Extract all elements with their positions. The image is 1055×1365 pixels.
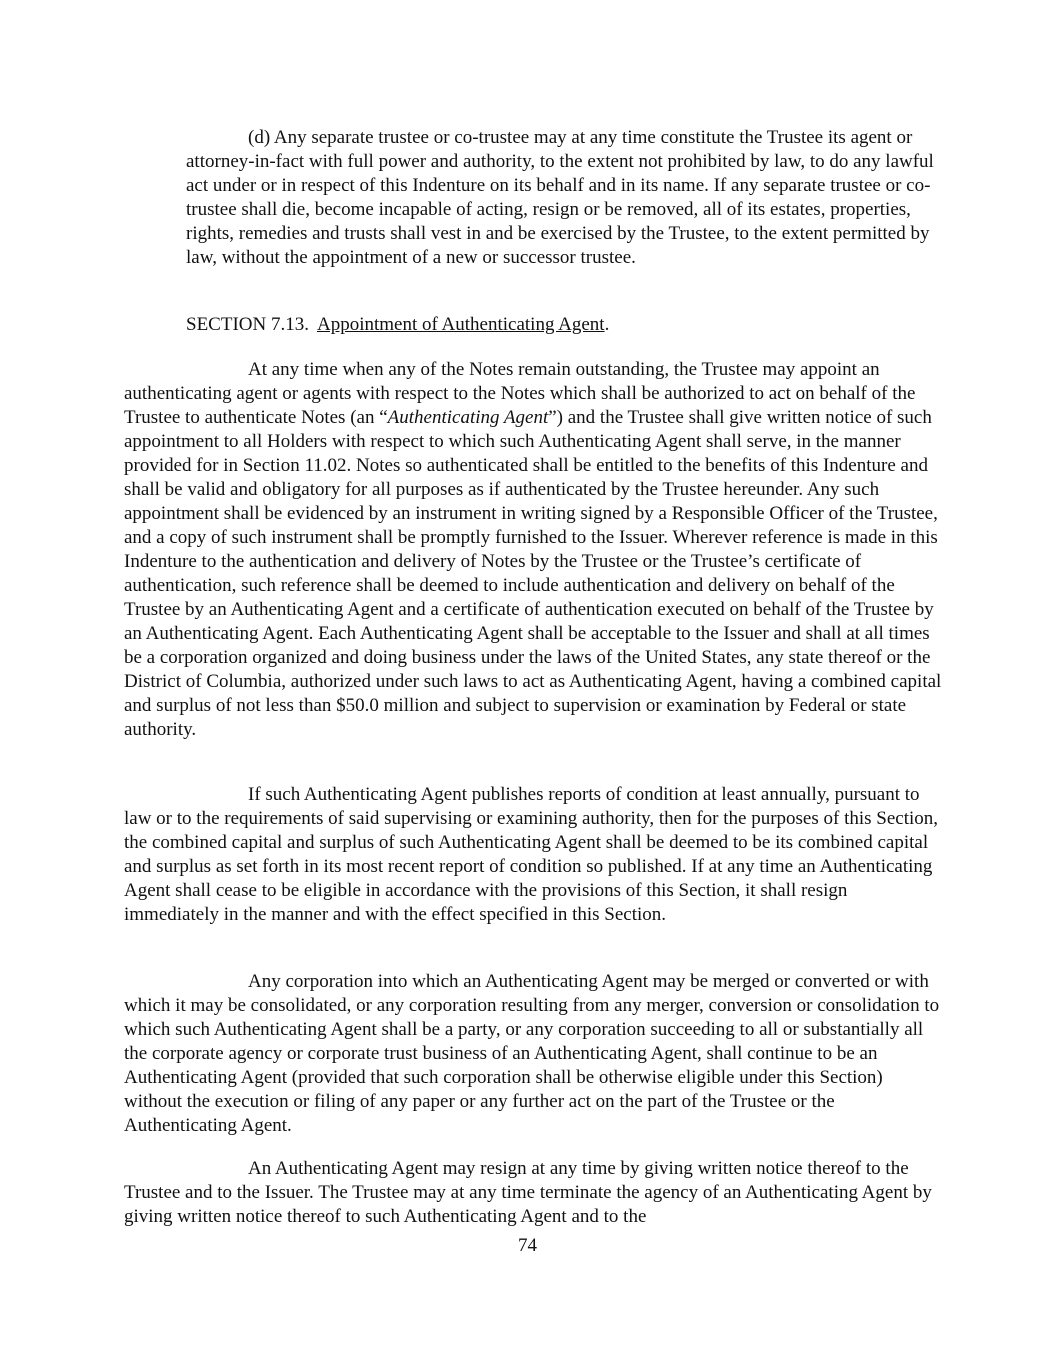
paragraph-d: (d) Any separate trustee or co-trustee may at any time constitute the Trustee its agent or attorney-in-fact with full power and authority, to the extent not prohibited by law, to do any lawful act under or in respect of this Indenture on its behalf and in its name. If any separate trustee or co-trustee shall die, become incapable of acting, resign or be removed, all of its estates, properties, rights, remedies and trusts shall vest in and be exercised by the Trustee, to the extent permitted by law, without the appointment of a new or successor trustee. [186, 127, 934, 268]
paragraph-merger: Any corporation into which an Authenticating Agent may be merged or converted or with which it may be consolidated, or any corporation resulting from any merger, conversion or consolidation to which such Authenticating Agent shall be a party, or any corporation succeeding to all or substantially all the corporate agency or corporate trust business of an Authenticating Agent, shall continue to be an Authenticating Agent (provided that such corporation shall be otherwise eligible under this Section) without the execution or filing of any paper or any further act on the part of the Trustee or the Authenticating Agent. [124, 971, 940, 1136]
defined-term: Authenticating Agent [387, 407, 549, 428]
paragraph-appointment-start: At any time when any of the Notes remain outstanding, the Trustee may appoint an authenticating agent or agents with respect to the Notes which shall be authorized to act on behalf of the Trustee to authenticate Notes (an “ [124, 359, 916, 428]
section-title-period: . [604, 314, 610, 335]
paragraph-resignation: An Authenticating Agent may resign at any time by giving written notice thereof to the Trustee and to the Issuer. The Trustee may at any time terminate the agency of an Authenticating Agent by giving written notice thereof to such Authenticating Agent and to the [124, 1158, 932, 1227]
page-number: 74 [518, 1235, 537, 1256]
section-heading [186, 313, 609, 337]
paragraph-reports: If such Authenticating Agent publishes reports of condition at least annually, pursuant to law or to the requirements of said supervising or examining authority, then for the purposes of this Section, the combined capital and surplus of such Authenticating Agent shall be deemed to be its combined capital and surplus as set forth in its most recent report of condition so published. If at any time an Authenticating Agent shall cease to be eligible in accordance with the provisions of this Section, it shall resign immediately in the manner and with the effect specified in this Section. [124, 784, 939, 925]
paragraph-appointment [124, 358, 944, 742]
paragraph-appointment-rest: ”) and the Trustee shall give written notice of such appointment to all Holders with respect to which such Authenticating Agent shall serve, in the manner provided for in Section 11.02. Notes so authenticated shall be entitled to the benefits of this Indenture and shall be valid and obligatory for all purposes as if authenticated by the Trustee hereunder. Any such appointment shall be evidenced by an instrument in writing signed by a Responsible Officer of the Trustee, and a copy of such instrument shall be promptly furnished to the Issuer. Wherever reference is made in this Indenture to the authentication and delivery of Notes by the Trustee or the Trustee’s certificate of authentication, such reference shall be deemed to include authentication and delivery on behalf of the Trustee by an Authenticating Agent and a certificate of authentication executed on behalf of the Trustee by an Authenticating Agent. Each Authenticating Agent shall be acceptable to the Issuer and shall at all times be a corporation organized and doing business under the laws of the United States, any state thereof or the District of Columbia, authorized under such laws to act as Authenticating Agent, having a combined capital and surplus of not less than $50.0 million and subject to supervision or examination by Federal or state authority. [124, 407, 942, 740]
section-title: Appointment of Authenticating Agent [316, 314, 605, 335]
section-number: SECTION 7.13. [186, 314, 309, 335]
